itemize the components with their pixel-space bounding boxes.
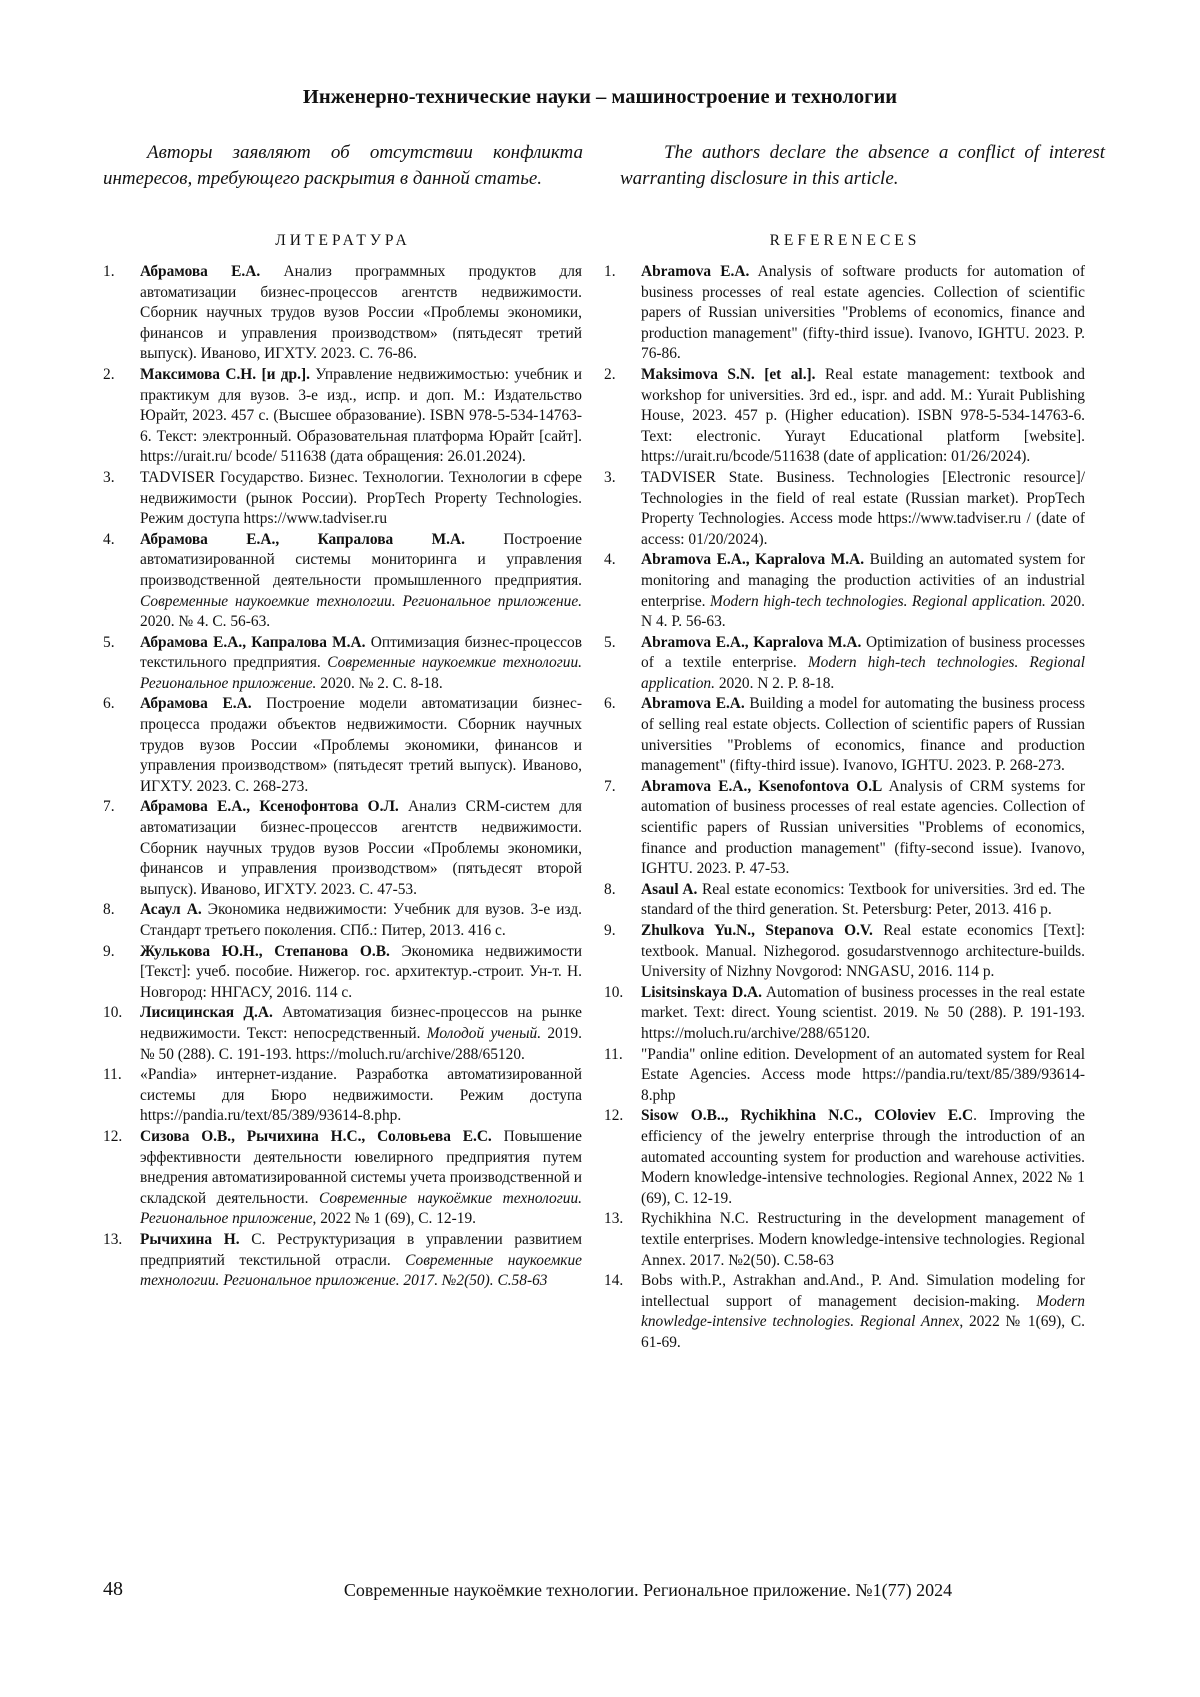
reference-text [641,1045,1085,1107]
reference-item [604,468,1085,550]
reference-item [103,1003,582,1065]
disclosure-ru: Авторы заявляют об отсутствии конфликта интересов, требующего раскрытия в данной статье. [103,142,583,189]
reference-text [641,633,1085,695]
reference-item [604,1045,1085,1107]
reference-segment: Analysis of CRM systems for automation of business processes of real estate agencies. Collection of scientific papers of Russian universities "Problems of economics, finance and production management" (fifty-second issue). Ivanovo, IGHTU. 2023. P. 47-53. [641,777,1086,878]
reference-number: 2. [604,365,616,383]
reference-text [641,262,1085,365]
reference-text [641,777,1085,880]
reference-authors: Sisow O.B.., Rychikhina N.C., COloviev E.C [641,1107,974,1125]
reference-segment: Повышение эффективности деятельности ювелирного предприятия путем внедрения автоматизированной системы учета производственной и складской деятельности. [140,1127,582,1207]
reference-number: 6. [103,695,115,713]
reference-authors: Abramova E.A., Kapralova M.A. [641,551,865,569]
reference-source: Молодой ученый. [426,1024,542,1042]
reference-number: 4. [103,530,115,548]
reference-number: 6. [604,695,616,713]
reference-segment: С. Реструктуризация в управлении развитием предприятий текстильной отрасли. [140,1230,582,1269]
reference-item [604,1209,1085,1271]
reference-authors: Abramova E.A. [641,263,750,280]
reference-authors: Asaul A. [641,880,698,898]
reference-segment: Экономика недвижимости: Учебник для вузов. 3-е изд. Стандарт третьего поколения. СПб.: Питер, 2013. 416 с. [140,901,582,939]
reference-segment: Automation of business processes in the real estate market. Text: direct. Young scientist. 2019. № 50 (288). P. 191-193. https://moluch.ru/archive/288/65120. [641,983,1086,1042]
references-heading-ru: ЛИТЕРАТУРА [275,232,411,249]
reference-segment: Управление недвижимостью: учебник и практикум для вузов. 3-е изд., испр. и доп. М.: Издательство Юрайт, 2023. 457 с. (Высшее образование). ISBN 978-5-534-14763-6. Текст: электронный. Образовательная платформа Юрайт [сайт]. https://urait.ru/ bcode/ 511638 (дата обращения: 26.01.2024). [140,365,582,466]
reference-authors: Zhulkova Yu.N., Stepanova O.V. [641,922,873,939]
reference-segment: TADVISER Государство. Бизнес. Технологии. Технологии в сфере недвижимости (рынок России). PropTech Property Technologies. Режим доступа https://www.tadviser.ru [140,468,582,528]
reference-number: 11. [103,1066,122,1084]
reference-item [103,694,582,797]
reference-authors: Абрамова Е.А., Капралова М.А. [140,530,465,548]
reference-source: Modern knowledge-intensive technologies. Regional Annex [641,1292,1085,1331]
reference-text [641,921,1085,983]
journal-name: Современные наукоёмкие технологии. Региональное приложение. №1(77) 2024 [343,1580,953,1600]
reference-segment: Анализ программных продуктов для автоматизации бизнес-процессов агентств недвижимости. Сборник научных трудов вузов России «Проблемы экономики, финансов и управления производством» (пятьдесят третий выпуск). Иваново, ИГХТУ. 2023. С. 76-86. [140,263,582,363]
reference-segment: Построение автоматизированной системы мониторинга и управления производственной деятельности промышленного предприятия. [140,530,582,589]
reference-number: 13. [103,1230,123,1248]
reference-text [641,365,1085,468]
reference-source: Современные наукоемкие технологии. Региональное приложение. [140,654,582,692]
reference-segment: TADVISER State. Business. Technologies [Electronic resource]/ Technologies in the field of real estate (Russian market). PropTech Property Technologies. Access mode https://www.tadviser.ru / (date of access: 01/20/2024). [641,468,1085,548]
disclosure-en: The authors declare the absence a conflict of interest warranting disclosure in this article. [620,142,1105,189]
reference-item [103,1127,582,1230]
reference-number: 3. [604,468,616,486]
reference-item [604,365,1085,468]
reference-item [604,1106,1085,1209]
reference-item [103,1065,582,1127]
reference-number: 12. [103,1127,123,1145]
reference-segment: , 2022 № 1 (69), С. 12-19. [312,1210,476,1228]
reference-text [140,1003,582,1065]
reference-item [604,777,1085,880]
reference-segment: Bobs with.P., Astrakhan and.And., P. And. Simulation modeling for intellectual support of management decision-making. [641,1272,1085,1310]
reference-segment: . Improving the efficiency of the jewelry enterprise through the introduction of an automated accounting system for production and warehouse activities. Modern knowledge-intensive technologies. Regional Annex, 2022 № 1 (69), C. 12-19. [641,1107,1085,1207]
reference-authors: Асаул А. [140,901,202,919]
reference-authors: Максимова С.Н. [и др.]. [140,365,310,383]
reference-authors: Abramova E.A. [641,695,745,713]
reference-number: 5. [604,633,616,651]
reference-authors: Сизова О.В., Рычихина Н.С., Соловьева Е.С. [140,1127,492,1145]
reference-item [103,262,582,365]
reference-segment: Real estate economics: Textbook for universities. 3rd ed. The standard of the third generation. St. Petersburg: Peter, 2013. 416 p. [641,880,1085,919]
reference-segment: Real estate economics [Text]: textbook. Manual. Nizhegorod. gosudarstvennogo architecture-builds. University of Nizhny Novgorod: NNGASU, 2016. 114 p. [641,922,1085,981]
reference-item [103,942,582,1004]
reference-text [140,633,582,695]
reference-list-ru [103,262,582,1292]
reference-number: 2. [103,365,115,383]
reference-item [103,900,582,941]
reference-number: 12. [604,1107,624,1125]
reference-text [641,880,1085,921]
reference-segment: Построение модели автоматизации бизнес-процесса продажи объектов недвижимости. Сборник научных трудов вузов России «Проблемы экономики, финансов и управления производством» (пятьдесят третий выпуск). Иваново, ИГХТУ. 2023. С. 268-273. [140,695,582,795]
reference-item [103,633,582,695]
reference-number: 8. [103,901,115,919]
reference-item [103,1230,582,1292]
reference-item [604,262,1085,365]
page-number: 48 [103,1578,123,1600]
reference-text [140,797,582,900]
references-heading-en: REFERENECES [769,232,921,249]
reference-authors: Абрамова Е.А. [140,263,261,280]
reference-segment: Анализ CRM-систем для автоматизации бизнес-процессов агентств недвижимости. Сборник научных трудов вузов России «Проблемы экономики, финансов и управления производством» (пятьдесят второй выпуск). Иваново, ИГХТУ. 2023. С. 47-53. [140,798,582,898]
reference-source: Modern high-tech technologies. Regional application. [641,654,1085,692]
reference-segment: Rychikhina N.C. Restructuring in the development management of textile enterprises. Modern knowledge-intensive technologies. Regional Annex. 2017. №2(50). C.58-63 [641,1210,1085,1269]
reference-text [641,983,1085,1045]
reference-item [604,694,1085,776]
reference-segment: Analysis of software products for automation of business processes of real estate agencies. Collection of scientific papers of Russian universities "Problems of economics, finance and production management" (fifty-third issue). Ivanovo, IGHTU. 2023. P. 76-86. [641,263,1086,363]
reference-number: 8. [604,880,616,898]
reference-segment: Optimization of business processes of a textile enterprise. [641,633,1085,672]
reference-text [140,694,582,797]
reference-text [641,1106,1085,1209]
reference-item [103,468,582,530]
reference-segment: «Pandia» интернет-издание. Разработка автоматизированной системы для Бюро недвижимости. Режим доступа https://pandia.ru/text/85/389/93614-8.php. [140,1066,582,1125]
reference-item [604,1271,1085,1353]
reference-number: 7. [103,798,115,816]
reference-segment: Real estate management: textbook and workshop for universities. 3rd ed., ispr. and add. M.: Yurait Publishing House, 2023. 457 p. (Higher education). ISBN 978-5-534-14763-6. Text: electronic. Yurayt Educational platform [website]. https://urait.ru/bcode/511638 (date of application: 01/26/2024). [641,365,1085,466]
reference-authors: Рычихина Н. [140,1230,240,1248]
reference-number: 1. [103,263,115,280]
reference-text [641,1209,1085,1271]
reference-authors: Maksimova S.N. [et al.]. [641,365,816,383]
reference-segment: Оптимизация бизнес-процессов текстильного предприятия. [140,633,582,672]
reference-number: 4. [604,551,616,569]
reference-authors: Lisitsinskaya D.A. [641,983,763,1001]
reference-number: 1. [604,263,616,280]
reference-segment: "Pandia" online edition. Development of an automated system for Real Estate Agencies. Access mode https://pandia.ru/text/85/389/93614-8.php [641,1045,1085,1104]
reference-segment: Экономика недвижимости [Текст]: учеб. пособие. Нижегор. гос. архитектур.-строит. Ун-т. Н. Новгород: ННГАСУ, 2016. 114 с. [140,942,582,1001]
reference-authors: Абрамова Е.А. [140,695,252,713]
reference-text [140,1065,582,1127]
reference-authors: Абрамова Е.А., Капралова М.А. [140,633,366,651]
reference-text [140,1127,582,1230]
reference-text [641,468,1085,550]
reference-source: Современные наукоемкие технологии. Региональное приложение. [140,592,582,610]
reference-item [103,365,582,468]
reference-number: 10. [604,983,624,1001]
reference-number: 7. [604,777,616,795]
reference-authors: Жулькова Ю.Н., Степанова О.В. [140,942,390,960]
reference-item [604,983,1085,1045]
reference-number: 11. [604,1045,623,1063]
reference-number: 9. [604,922,616,939]
section-title: Инженерно-технические науки – машиностроение и технологии [302,86,898,108]
reference-segment: Building a model for automating the business process of selling real estate objects. Collection of scientific papers of Russian universities "Problems of economics, finance and production management" (fifty-third issue). Ivanovo, IGHTU. 2023. P. 268-273. [641,695,1085,775]
reference-source: Современные наукоемкие технологии. Региональное приложение. 2017. №2(50). С.58-63 [140,1251,582,1290]
reference-segment: 2020. № 4. С. 56-63. [140,613,271,631]
reference-source: Modern high-tech technologies. Regional application. [710,592,1046,610]
reference-authors: Abramova E.A., Ksenofontova O.L [641,777,883,795]
reference-authors: Абрамова Е.А., Ксенофонтова О.Л. [140,798,399,816]
reference-text [140,530,582,633]
reference-number: 9. [103,942,115,960]
reference-segment: Автоматизация бизнес-процессов на рынке недвижимости. Текст: непосредственный. [140,1004,582,1042]
reference-segment: , 2022 № 1(69), C. 61-69. [641,1313,1085,1351]
reference-item [103,797,582,900]
reference-text [140,365,582,468]
reference-segment: 2020. № 2. С. 8-18. [320,674,443,692]
reference-segment: Building an automated system for monitoring and managing the production activities of an industrial enterprise. [641,551,1085,610]
reference-source: Современные наукоёмкие технологии. Региональное приложение [140,1189,582,1228]
reference-authors: Лисицинская Д.А. [140,1004,273,1022]
reference-segment: 2019. № 50 (288). С. 191-193. https://moluch.ru/archive/288/65120. [140,1024,582,1063]
reference-number: 13. [604,1210,624,1228]
reference-text [641,550,1085,632]
reference-segment: 2020. N 4. P. 56-63. [641,592,1085,631]
reference-item [604,921,1085,983]
reference-text [641,694,1085,776]
reference-text [140,900,582,941]
reference-text [140,1230,582,1292]
reference-authors: Abramova E.A., Kapralova M.A. [641,633,862,651]
reference-item [604,550,1085,632]
reference-number: 14. [604,1272,624,1290]
reference-text [140,468,582,530]
reference-item [604,880,1085,921]
reference-segment: 2020. N 2. P. 8-18. [718,674,835,692]
reference-number: 3. [103,468,115,486]
reference-item [604,633,1085,695]
reference-text [140,942,582,1004]
reference-number: 10. [103,1004,123,1022]
reference-item [103,530,582,633]
reference-list-en [604,262,1085,1353]
reference-number: 5. [103,633,115,651]
reference-text [140,262,582,365]
reference-text [641,1271,1085,1353]
